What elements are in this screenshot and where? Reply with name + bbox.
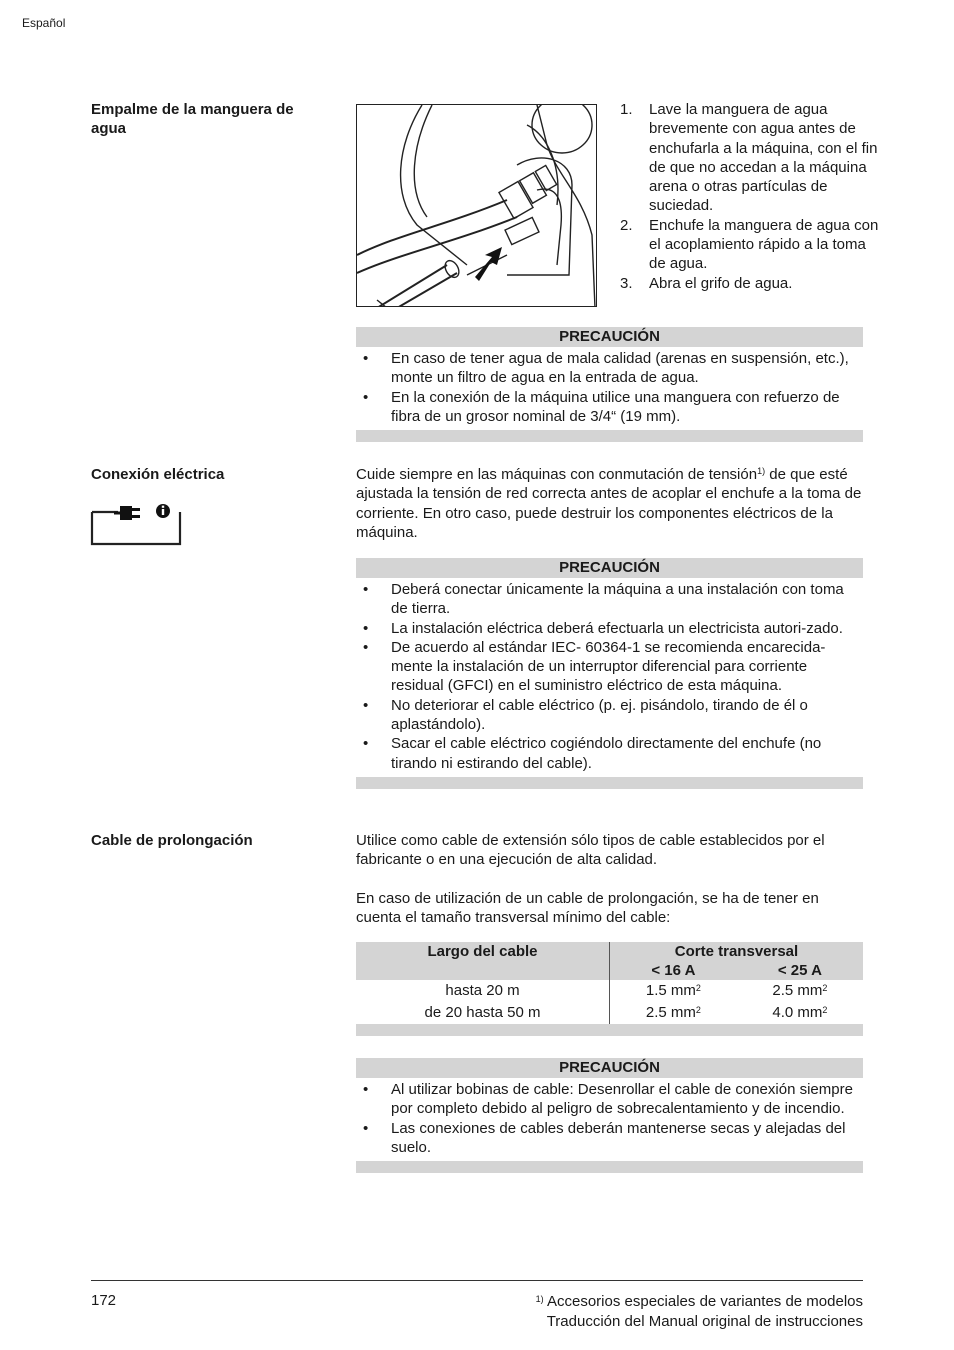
caution-box-electric: [356, 558, 863, 789]
caution-bullet: • Sacar el cable eléctrico cogiéndolo directamente del enchufe (no tirando ni estirando del cable).: [363, 735, 822, 772]
step-item: 2. Enchufe la manguera de agua con el acoplamiento rápido a la toma de agua.: [620, 216, 879, 273]
caution-footer-bar: [356, 430, 863, 442]
caution-bullet: • De acuerdo al estándar IEC- 60364-1 se recomienda encarecida-mente la instalación de un interruptor diferencial para corriente residual (GFCI) en el suministro eléctrico de esta máquina.: [363, 638, 826, 695]
table-row: de 20 hasta 50 m 2.5 $mm^2$ 4.0 $mm^2$: [356, 1002, 863, 1024]
table-header-section: Corte transversal: [610, 942, 864, 961]
footer-notes: [536, 1292, 863, 1332]
table-row: hasta 20 m 1.5 $mm^2$ 2.5 $mm^2$: [356, 980, 863, 1002]
table-footer-bar: [356, 1024, 863, 1036]
caution-heading: PRECAUCIÓN: [356, 327, 863, 347]
extension-cable-paragraph-2: En caso de utilización de un cable de prolongación, se ha de tener en cuenta el tamaño transversal mínimo del cable:: [356, 890, 819, 927]
section-title-electric: Conexión eléctrica: [91, 466, 225, 483]
caution-bullet: • No deteriorar el cable eléctrico (p. ej. pisándolo, tirando de él o aplastándolo).: [363, 696, 808, 734]
extension-cable-paragraph-1: Utilice como cable de extensión sólo tipos de cable establecidos por el fabricante o en una ejecución de alta calidad.: [356, 832, 825, 869]
section-title-extension-cable: Cable de prolongación: [91, 832, 253, 849]
caution-heading: PRECAUCIÓN: [356, 558, 863, 578]
footnote: $^{1)}$ Accesorios especiales de variantes de modelos: [535, 1293, 863, 1310]
table-header-length: Largo del cable: [356, 942, 610, 980]
caution-bullet: • En la conexión de la máquina utilice una manguera con refuerzo de fibra de un grosor nominal de 3/4“ (19 mm).: [363, 388, 840, 425]
caution-footer-bar: [356, 777, 863, 789]
language-label: Español: [22, 16, 66, 30]
caution-bullet: • La instalación eléctrica deberá efectuarla un electricista autori-zado.: [363, 619, 843, 637]
electric-intro-paragraph: Cuide siempre en las máquinas con conmutación de tensión$^{1)}$ de que esté ajustada la tensión de red correcta antes de acoplar el enchufe a la toma de corriente. En otro caso, puede destruir los componentes eléctricos de la máquina.: [356, 466, 862, 541]
water-hose-connection-illustration: [356, 104, 597, 307]
table-subheader-16a: < 16 A: [610, 961, 737, 980]
step-item: 1. Lave la manguera de agua brevemente con agua antes de enchufarla a la máquina, con el fin de que no accedan a la máquina arena o otras partículas de suciedad.: [620, 101, 878, 215]
caution-bullet: • En caso de tener agua de mala calidad (arenas en suspensión, etc.), monte un filtro de agua en la entrada de agua.: [363, 350, 849, 387]
caution-footer-bar: [356, 1161, 863, 1173]
water-hose-steps: [620, 100, 880, 293]
caution-bullet: • Las conexiones de cables deberán mantenerse secas y alejadas del suelo.: [363, 1119, 846, 1156]
page-number: 172: [91, 1292, 117, 1309]
plug-info-icon: [90, 502, 184, 553]
caution-box-extension: [356, 1058, 863, 1173]
step-item: 3. Abra el grifo de agua.: [620, 274, 793, 292]
footer-divider: [91, 1280, 863, 1281]
manual-note: Traducción del Manual original de instrucciones: [546, 1313, 863, 1330]
caution-heading: PRECAUCIÓN: [356, 1058, 863, 1078]
caution-bullet: • Deberá conectar únicamente la máquina a una instalación con toma de tierra.: [363, 581, 844, 618]
caution-bullet: • Al utilizar bobinas de cable: Desenrollar el cable de conexión siempre por completo debido al peligro de sobrecalentamiento y de incendio.: [363, 1081, 853, 1118]
table-subheader-25a: < 25 A: [737, 961, 863, 980]
section-title-water-hose: Empalme de la manguera de agua: [91, 101, 294, 137]
hose-drawing-icon: [357, 105, 597, 307]
caution-box-water: [356, 327, 863, 442]
cable-section-table: [356, 942, 863, 1036]
